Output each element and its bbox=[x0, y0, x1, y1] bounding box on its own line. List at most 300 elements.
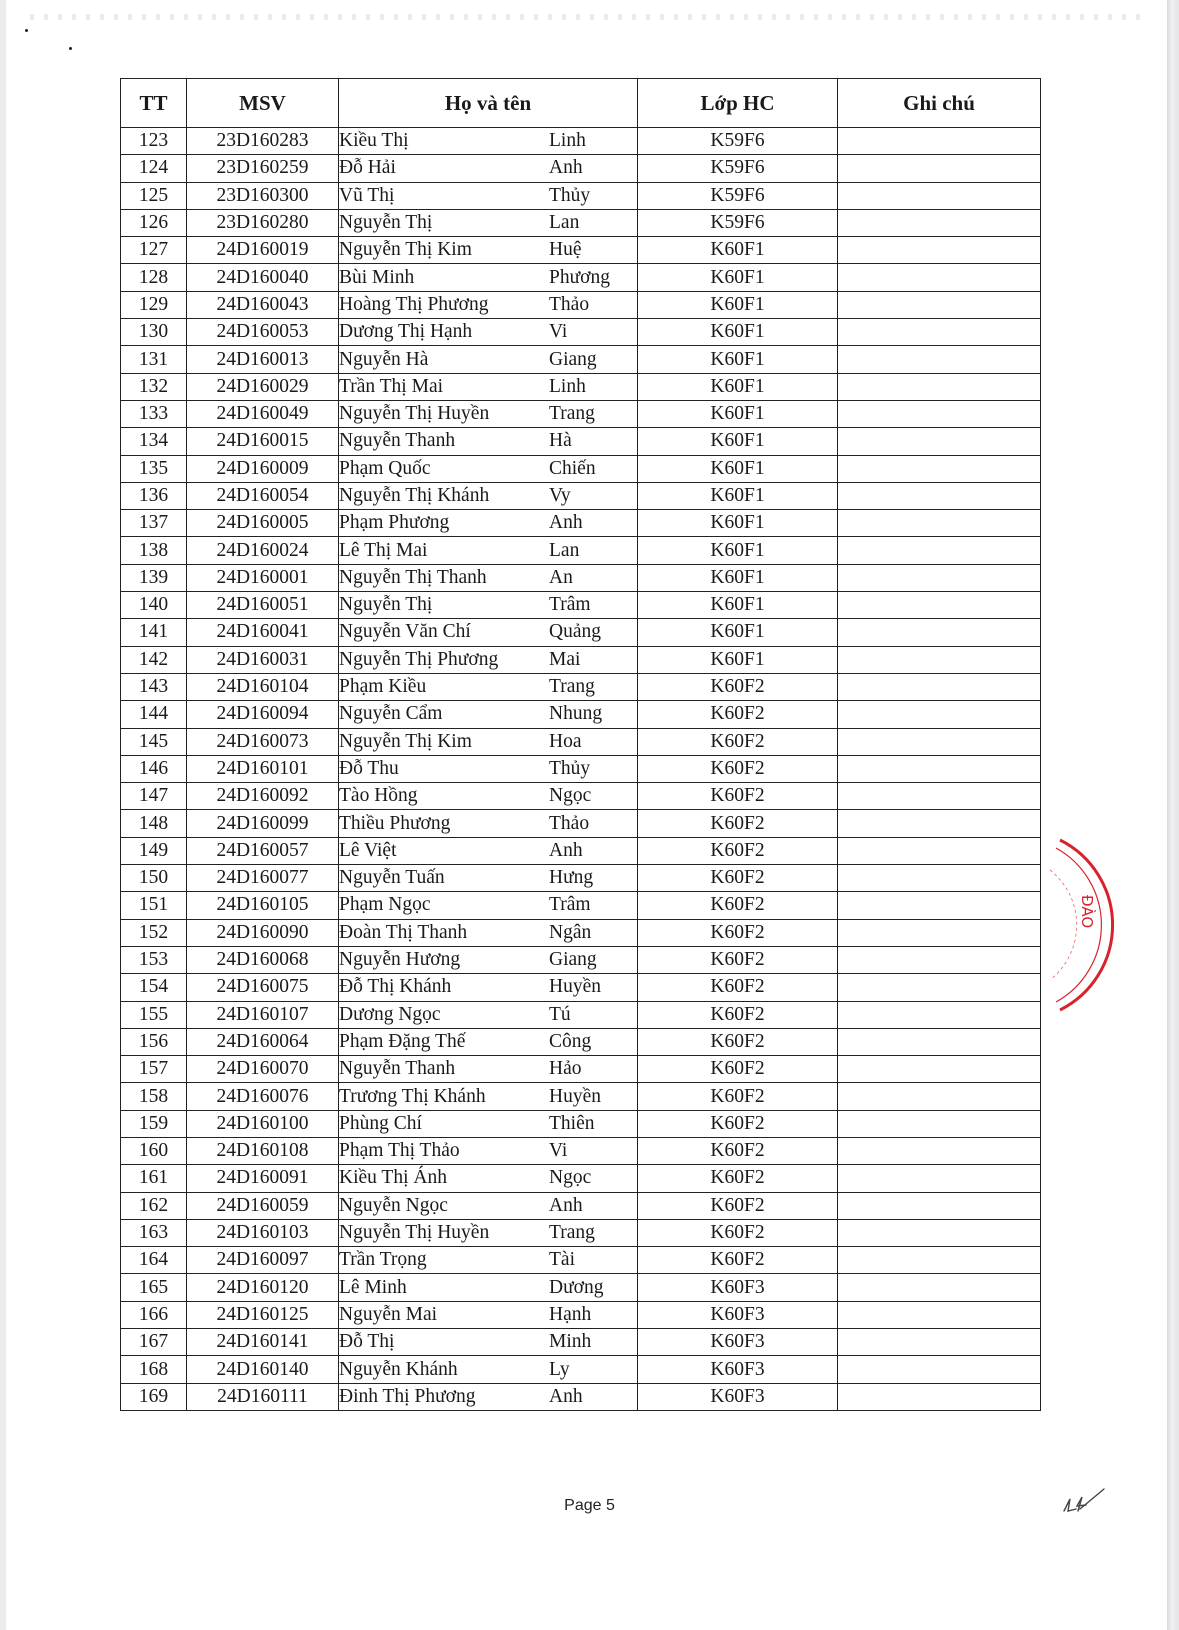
cell-name bbox=[339, 1219, 638, 1246]
surname: Nguyễn Thị Thanh bbox=[339, 566, 487, 588]
surname: Nguyễn Thanh bbox=[339, 430, 456, 452]
cell-name bbox=[339, 319, 638, 346]
cell-msv: 24D160051 bbox=[187, 592, 339, 619]
given-name: Giang bbox=[549, 949, 597, 971]
cell-tt: 133 bbox=[121, 400, 187, 427]
table-row bbox=[121, 919, 1041, 946]
cell-msv: 24D160040 bbox=[187, 264, 339, 291]
table-row bbox=[121, 892, 1041, 919]
signature-stroke bbox=[1064, 1489, 1104, 1511]
cell-name bbox=[339, 946, 638, 973]
cell-note bbox=[838, 1247, 1041, 1274]
cell-name bbox=[339, 810, 638, 837]
surname: Nguyễn Mai bbox=[339, 1303, 438, 1325]
given-name: Nhung bbox=[549, 703, 603, 725]
cell-class: K60F1 bbox=[638, 592, 838, 619]
speck bbox=[69, 47, 72, 50]
surname: Đoàn Thị Thanh bbox=[339, 921, 468, 943]
cell-name bbox=[339, 209, 638, 236]
page-edge-left bbox=[0, 0, 6, 1630]
given-name: Hà bbox=[549, 430, 572, 452]
surname: Nguyễn Thị Kim bbox=[339, 730, 472, 752]
given-name: Chiến bbox=[549, 457, 596, 479]
cell-tt: 158 bbox=[121, 1083, 187, 1110]
cell-name bbox=[339, 1383, 638, 1410]
cell-msv: 24D160075 bbox=[187, 974, 339, 1001]
cell-class: K60F1 bbox=[638, 646, 838, 673]
cell-note bbox=[838, 1165, 1041, 1192]
cell-class: K60F2 bbox=[638, 701, 838, 728]
given-name: Anh bbox=[549, 839, 583, 861]
given-name: Phương bbox=[549, 266, 610, 288]
cell-tt: 123 bbox=[121, 128, 187, 155]
table-row bbox=[121, 673, 1041, 700]
cell-msv: 24D160024 bbox=[187, 537, 339, 564]
cell-note bbox=[838, 319, 1041, 346]
cell-tt: 134 bbox=[121, 428, 187, 455]
table-row bbox=[121, 1329, 1041, 1356]
cell-class: K60F3 bbox=[638, 1383, 838, 1410]
cell-msv: 23D160300 bbox=[187, 182, 339, 209]
header-class: Lớp HC bbox=[638, 79, 838, 128]
cell-class: K60F1 bbox=[638, 373, 838, 400]
cell-note bbox=[838, 1137, 1041, 1164]
surname: Nguyễn Thị Khánh bbox=[339, 485, 490, 506]
cell-msv: 24D160013 bbox=[187, 346, 339, 373]
cell-msv: 23D160259 bbox=[187, 155, 339, 182]
cell-note bbox=[838, 701, 1041, 728]
surname: Thiều Phương bbox=[339, 812, 451, 834]
cell-name bbox=[339, 892, 638, 919]
cell-class: K59F6 bbox=[638, 155, 838, 182]
red-seal-stamp bbox=[1020, 830, 1179, 1020]
cell-tt: 132 bbox=[121, 373, 187, 400]
table-row bbox=[121, 619, 1041, 646]
cell-class: K60F3 bbox=[638, 1274, 838, 1301]
table-row bbox=[121, 646, 1041, 673]
surname: Lê Việt bbox=[339, 839, 397, 861]
cell-name bbox=[339, 1247, 638, 1274]
cell-note bbox=[838, 128, 1041, 155]
cell-name bbox=[339, 1028, 638, 1055]
cell-tt: 162 bbox=[121, 1192, 187, 1219]
cell-tt: 129 bbox=[121, 291, 187, 318]
cell-note bbox=[838, 1028, 1041, 1055]
cell-class: K60F2 bbox=[638, 1137, 838, 1164]
cell-name bbox=[339, 783, 638, 810]
surname: Đinh Thị Phương bbox=[339, 1385, 476, 1407]
cell-msv: 24D160059 bbox=[187, 1192, 339, 1219]
cell-name bbox=[339, 264, 638, 291]
surname: Nguyễn Tuấn bbox=[339, 867, 445, 889]
given-name: Thủy bbox=[549, 184, 591, 206]
cell-class: K60F2 bbox=[638, 1028, 838, 1055]
cell-note bbox=[838, 400, 1041, 427]
header-name: Họ và tên bbox=[339, 79, 638, 128]
cell-msv: 24D160070 bbox=[187, 1056, 339, 1083]
table-row bbox=[121, 564, 1041, 591]
surname: Phạm Phương bbox=[339, 512, 450, 534]
cell-class: K60F2 bbox=[638, 837, 838, 864]
table-row bbox=[121, 428, 1041, 455]
given-name: Công bbox=[549, 1030, 592, 1052]
cell-msv: 24D160101 bbox=[187, 755, 339, 782]
cell-tt: 150 bbox=[121, 865, 187, 892]
cell-name bbox=[339, 1274, 638, 1301]
cell-tt: 127 bbox=[121, 237, 187, 264]
cell-msv: 24D160019 bbox=[187, 237, 339, 264]
table-header-row bbox=[121, 79, 1041, 128]
cell-tt: 161 bbox=[121, 1165, 187, 1192]
cell-msv: 24D160001 bbox=[187, 564, 339, 591]
given-name: Anh bbox=[549, 1385, 583, 1407]
cell-msv: 24D160092 bbox=[187, 783, 339, 810]
cell-note bbox=[838, 1383, 1041, 1410]
cell-name bbox=[339, 1083, 638, 1110]
cell-note bbox=[838, 182, 1041, 209]
surname: Lê Minh bbox=[339, 1276, 407, 1298]
cell-name bbox=[339, 1356, 638, 1383]
cell-note bbox=[838, 155, 1041, 182]
table-row bbox=[121, 291, 1041, 318]
surname: Đỗ Thị bbox=[339, 1331, 395, 1353]
given-name: Mai bbox=[549, 648, 581, 670]
cell-class: K60F3 bbox=[638, 1356, 838, 1383]
given-name: Giang bbox=[549, 348, 597, 370]
cell-note bbox=[838, 810, 1041, 837]
cell-class: K60F1 bbox=[638, 455, 838, 482]
cell-note bbox=[838, 510, 1041, 537]
given-name: Dương bbox=[549, 1276, 604, 1298]
page-edge-right bbox=[1167, 0, 1179, 1630]
given-name: Thủy bbox=[549, 757, 591, 779]
cell-tt: 124 bbox=[121, 155, 187, 182]
given-name: Anh bbox=[549, 512, 583, 534]
given-name: Quảng bbox=[549, 621, 601, 643]
cell-tt: 148 bbox=[121, 810, 187, 837]
cell-tt: 153 bbox=[121, 946, 187, 973]
cell-class: K59F6 bbox=[638, 209, 838, 236]
cell-tt: 152 bbox=[121, 919, 187, 946]
cell-note bbox=[838, 291, 1041, 318]
table-row bbox=[121, 1356, 1041, 1383]
cell-class: K60F1 bbox=[638, 428, 838, 455]
surname: Phạm Đặng Thế bbox=[339, 1030, 466, 1052]
cell-class: K60F2 bbox=[638, 974, 838, 1001]
given-name: Hảo bbox=[549, 1058, 582, 1080]
table-row bbox=[121, 455, 1041, 482]
surname: Đỗ Hải bbox=[339, 157, 396, 179]
cell-class: K60F2 bbox=[638, 919, 838, 946]
cell-class: K60F2 bbox=[638, 1056, 838, 1083]
given-name: Tài bbox=[549, 1249, 575, 1271]
cell-note bbox=[838, 537, 1041, 564]
cell-note bbox=[838, 592, 1041, 619]
given-name: Anh bbox=[549, 1194, 583, 1216]
cell-msv: 24D160103 bbox=[187, 1219, 339, 1246]
cell-name bbox=[339, 1165, 638, 1192]
given-name: Hạnh bbox=[549, 1303, 592, 1325]
cell-note bbox=[838, 1274, 1041, 1301]
cell-tt: 128 bbox=[121, 264, 187, 291]
surname: Phạm Ngọc bbox=[339, 894, 431, 916]
cell-msv: 24D160015 bbox=[187, 428, 339, 455]
cell-note bbox=[838, 1219, 1041, 1246]
table-row bbox=[121, 837, 1041, 864]
cell-class: K60F2 bbox=[638, 1247, 838, 1274]
table-row bbox=[121, 482, 1041, 509]
bleed-through-marks bbox=[30, 14, 1140, 20]
table-row bbox=[121, 1274, 1041, 1301]
cell-msv: 24D160125 bbox=[187, 1301, 339, 1328]
cell-name bbox=[339, 974, 638, 1001]
given-name: Trâm bbox=[549, 894, 591, 916]
header-note: Ghi chú bbox=[838, 79, 1041, 128]
cell-tt: 157 bbox=[121, 1056, 187, 1083]
cell-tt: 159 bbox=[121, 1110, 187, 1137]
cell-class: K60F1 bbox=[638, 264, 838, 291]
cell-name bbox=[339, 400, 638, 427]
surname: Nguyễn Ngọc bbox=[339, 1194, 448, 1216]
cell-note bbox=[838, 1192, 1041, 1219]
cell-name bbox=[339, 673, 638, 700]
given-name: Anh bbox=[549, 157, 583, 179]
cell-msv: 24D160077 bbox=[187, 865, 339, 892]
cell-name bbox=[339, 182, 638, 209]
table-body bbox=[121, 128, 1041, 1411]
cell-note bbox=[838, 837, 1041, 864]
table-row bbox=[121, 865, 1041, 892]
table-row bbox=[121, 264, 1041, 291]
table-row bbox=[121, 319, 1041, 346]
surname: Phạm Thị Thảo bbox=[339, 1140, 460, 1162]
surname: Nguyễn Văn Chí bbox=[339, 621, 471, 643]
table-row bbox=[121, 128, 1041, 155]
cell-name bbox=[339, 155, 638, 182]
table-row bbox=[121, 237, 1041, 264]
cell-tt: 125 bbox=[121, 182, 187, 209]
cell-msv: 24D160105 bbox=[187, 892, 339, 919]
surname: Trần Trọng bbox=[339, 1249, 427, 1271]
cell-name bbox=[339, 646, 638, 673]
cell-name bbox=[339, 755, 638, 782]
cell-note bbox=[838, 919, 1041, 946]
cell-tt: 138 bbox=[121, 537, 187, 564]
surname: Kiều Thị bbox=[339, 130, 409, 152]
cell-name bbox=[339, 1110, 638, 1137]
surname: Vũ Thị bbox=[339, 184, 395, 206]
cell-name bbox=[339, 919, 638, 946]
cell-tt: 146 bbox=[121, 755, 187, 782]
cell-class: K60F3 bbox=[638, 1329, 838, 1356]
cell-class: K60F1 bbox=[638, 291, 838, 318]
surname: Nguyễn Cẩm bbox=[339, 703, 443, 725]
surname: Bùi Minh bbox=[339, 266, 415, 288]
cell-class: K59F6 bbox=[638, 182, 838, 209]
cell-note bbox=[838, 1110, 1041, 1137]
cell-class: K60F2 bbox=[638, 783, 838, 810]
table-row bbox=[121, 1192, 1041, 1219]
table-row bbox=[121, 783, 1041, 810]
given-name: Thiên bbox=[549, 1112, 595, 1134]
cell-name bbox=[339, 1329, 638, 1356]
table-row bbox=[121, 1383, 1041, 1410]
cell-tt: 147 bbox=[121, 783, 187, 810]
cell-name bbox=[339, 1001, 638, 1028]
cell-msv: 24D160140 bbox=[187, 1356, 339, 1383]
cell-name bbox=[339, 1301, 638, 1328]
cell-tt: 136 bbox=[121, 482, 187, 509]
cell-tt: 141 bbox=[121, 619, 187, 646]
cell-msv: 23D160283 bbox=[187, 128, 339, 155]
surname: Nguyễn Thị bbox=[339, 594, 433, 616]
cell-name bbox=[339, 1137, 638, 1164]
cell-class: K60F2 bbox=[638, 728, 838, 755]
cell-class: K60F1 bbox=[638, 619, 838, 646]
cell-msv: 24D160043 bbox=[187, 291, 339, 318]
stamp-outer-ring bbox=[1060, 840, 1113, 1010]
cell-msv: 24D160041 bbox=[187, 619, 339, 646]
cell-name bbox=[339, 1056, 638, 1083]
cell-msv: 24D160005 bbox=[187, 510, 339, 537]
cell-class: K60F2 bbox=[638, 1219, 838, 1246]
surname: Nguyễn Thanh bbox=[339, 1058, 456, 1080]
cell-msv: 24D160097 bbox=[187, 1247, 339, 1274]
cell-tt: 169 bbox=[121, 1383, 187, 1410]
cell-msv: 24D160076 bbox=[187, 1083, 339, 1110]
cell-name bbox=[339, 346, 638, 373]
cell-name bbox=[339, 865, 638, 892]
given-name: An bbox=[549, 566, 573, 588]
cell-msv: 24D160068 bbox=[187, 946, 339, 973]
cell-tt: 167 bbox=[121, 1329, 187, 1356]
cell-msv: 24D160120 bbox=[187, 1274, 339, 1301]
given-name: Ngọc bbox=[549, 1167, 592, 1189]
cell-msv: 24D160057 bbox=[187, 837, 339, 864]
cell-note bbox=[838, 564, 1041, 591]
cell-note bbox=[838, 865, 1041, 892]
given-name: Hoa bbox=[549, 730, 582, 752]
cell-msv: 24D160141 bbox=[187, 1329, 339, 1356]
table-row bbox=[121, 974, 1041, 1001]
cell-class: K60F2 bbox=[638, 865, 838, 892]
cell-note bbox=[838, 974, 1041, 1001]
cell-msv: 24D160053 bbox=[187, 319, 339, 346]
table-row bbox=[121, 592, 1041, 619]
cell-tt: 143 bbox=[121, 673, 187, 700]
cell-msv: 24D160107 bbox=[187, 1001, 339, 1028]
cell-tt: 144 bbox=[121, 701, 187, 728]
cell-tt: 165 bbox=[121, 1274, 187, 1301]
cell-note bbox=[838, 619, 1041, 646]
surname: Nguyễn Hà bbox=[339, 348, 429, 370]
cell-msv: 24D160099 bbox=[187, 810, 339, 837]
cell-msv: 24D160108 bbox=[187, 1137, 339, 1164]
surname: Đỗ Thị Khánh bbox=[339, 976, 452, 998]
table-row bbox=[121, 701, 1041, 728]
cell-msv: 24D160111 bbox=[187, 1383, 339, 1410]
given-name: Thảo bbox=[549, 293, 590, 315]
cell-class: K60F2 bbox=[638, 673, 838, 700]
table-row bbox=[121, 1301, 1041, 1328]
cell-note bbox=[838, 1056, 1041, 1083]
cell-name bbox=[339, 237, 638, 264]
cell-note bbox=[838, 646, 1041, 673]
cell-msv: 24D160073 bbox=[187, 728, 339, 755]
cell-name bbox=[339, 428, 638, 455]
cell-tt: 130 bbox=[121, 319, 187, 346]
given-name: Trang bbox=[549, 1222, 595, 1244]
table-row bbox=[121, 400, 1041, 427]
speck bbox=[25, 29, 28, 32]
cell-note bbox=[838, 892, 1041, 919]
cell-name bbox=[339, 537, 638, 564]
cell-msv: 24D160054 bbox=[187, 482, 339, 509]
table-row bbox=[121, 1219, 1041, 1246]
cell-note bbox=[838, 673, 1041, 700]
cell-tt: 135 bbox=[121, 455, 187, 482]
table-row bbox=[121, 209, 1041, 236]
given-name: Ly bbox=[549, 1358, 570, 1380]
cell-note bbox=[838, 237, 1041, 264]
surname: Hoàng Thị Phương bbox=[339, 293, 489, 315]
cell-msv: 24D160094 bbox=[187, 701, 339, 728]
cell-tt: 139 bbox=[121, 564, 187, 591]
student-roster-table bbox=[120, 78, 1041, 1411]
stamp-text: ĐÀO bbox=[1078, 895, 1096, 929]
table-row bbox=[121, 1110, 1041, 1137]
cell-name bbox=[339, 619, 638, 646]
cell-class: K60F1 bbox=[638, 400, 838, 427]
given-name: Tú bbox=[549, 1003, 571, 1025]
cell-name bbox=[339, 701, 638, 728]
given-name: Vi bbox=[549, 321, 568, 343]
cell-class: K60F1 bbox=[638, 537, 838, 564]
cell-note bbox=[838, 783, 1041, 810]
cell-name bbox=[339, 564, 638, 591]
surname: Kiều Thị Ánh bbox=[339, 1167, 447, 1189]
table-row bbox=[121, 1247, 1041, 1274]
cell-tt: 126 bbox=[121, 209, 187, 236]
given-name: Vi bbox=[549, 1140, 568, 1162]
cell-tt: 164 bbox=[121, 1247, 187, 1274]
cell-name bbox=[339, 1192, 638, 1219]
given-name: Lan bbox=[549, 212, 580, 234]
table-row bbox=[121, 755, 1041, 782]
surname: Dương Ngọc bbox=[339, 1003, 441, 1025]
surname: Nguyễn Thị bbox=[339, 212, 433, 234]
table-row bbox=[121, 1137, 1041, 1164]
cell-class: K60F2 bbox=[638, 1192, 838, 1219]
given-name: Hưng bbox=[549, 867, 594, 889]
cell-msv: 24D160091 bbox=[187, 1165, 339, 1192]
cell-note bbox=[838, 1301, 1041, 1328]
surname: Nguyễn Thị Huyền bbox=[339, 403, 490, 425]
cell-tt: 155 bbox=[121, 1001, 187, 1028]
surname: Nguyễn Thị Kim bbox=[339, 239, 472, 261]
cell-note bbox=[838, 482, 1041, 509]
cell-tt: 131 bbox=[121, 346, 187, 373]
table-row bbox=[121, 1165, 1041, 1192]
cell-msv: 24D160100 bbox=[187, 1110, 339, 1137]
handwritten-initials bbox=[1060, 1487, 1110, 1517]
cell-note bbox=[838, 209, 1041, 236]
cell-msv: 24D160104 bbox=[187, 673, 339, 700]
cell-class: K60F1 bbox=[638, 319, 838, 346]
surname: Trần Thị Mai bbox=[339, 375, 444, 397]
stamp-dotted-ring bbox=[1050, 870, 1077, 980]
given-name: Vy bbox=[549, 485, 571, 506]
